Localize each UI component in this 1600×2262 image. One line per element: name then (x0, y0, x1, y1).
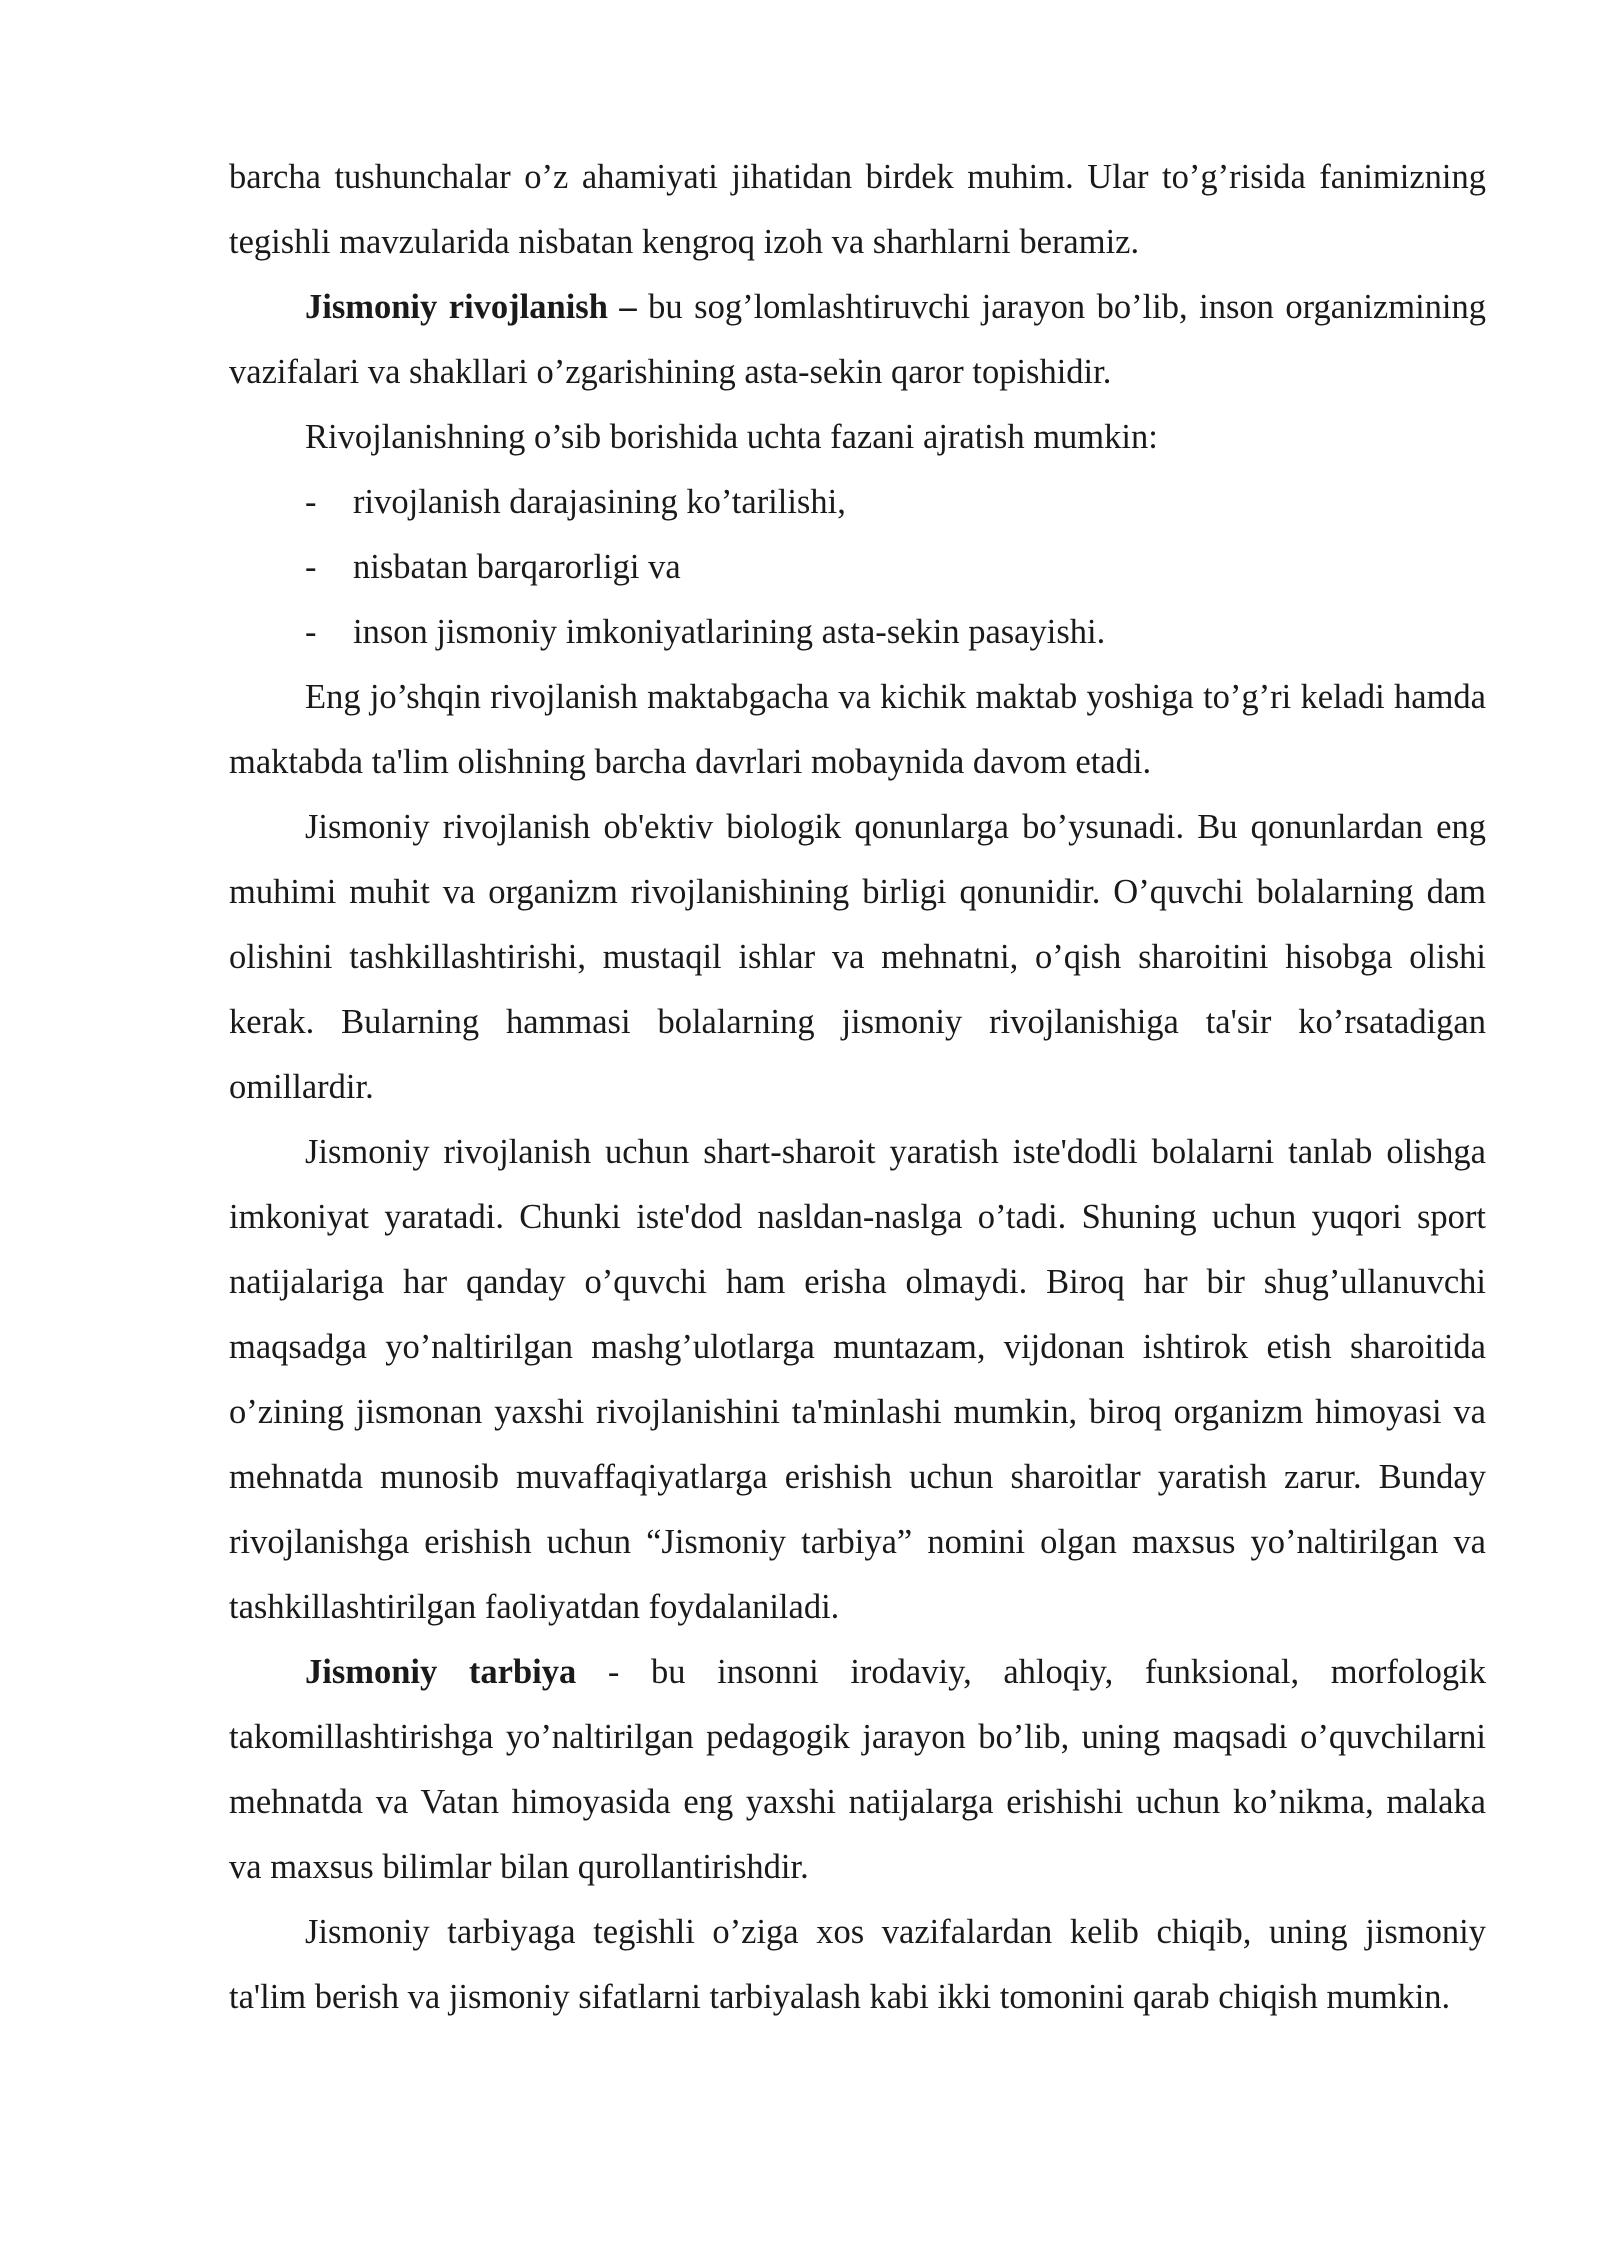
list-item (229, 470, 1486, 535)
list-item (229, 535, 1486, 600)
list-item-text: inson jismoniy imkoniyatlarining asta-sekin pasayishi. (353, 613, 1106, 651)
list-bullet: - (305, 483, 317, 521)
document-body (229, 145, 1486, 2030)
paragraph-two-aspects: Jismoniy tarbiyaga tegishli o’ziga xos vazifalardan kelib chiqib, uning jismoniy ta'lim berish va jismoniy sifatlarni tarbiyalash kabi ikki tomonini qarab chiqish mumkin. (229, 1913, 1486, 2016)
definition-physical-development: bu sog’lomlashtiruvchi jarayon bo’lib, inson organizmining vazifalari va shakllari o’zgarishining asta-sekin qaror topishidir. (229, 288, 1486, 391)
paragraph-active-development: Eng jo’shqin rivojlanish maktabgacha va kichik maktab yoshiga to’g’ri keladi hamda maktabda ta'lim olishning barcha davrlari mobaynida davom etadi. (229, 678, 1486, 781)
list-item (229, 600, 1486, 665)
term-physical-development: Jismoniy rivojlanish – (305, 288, 637, 326)
paragraph-phases-intro: Rivojlanishning o’sib borishida uchta fazani ajratish mumkin: (305, 418, 1158, 456)
list-item-text: nisbatan barqarorligi va (353, 548, 681, 586)
paragraph-conditions: Jismoniy rivojlanish uchun shart-sharoit yaratish iste'dodli bolalarni tanlab olishga imkoniyat yaratadi. Chunki iste'dod nasldan-naslga o’tadi. Shuning uchun yuqori sport natijalariga har qanday o’quvchi ham erisha olmaydi. Biroq har bir shug’ullanuvchi maqsadga yo’naltirilgan mashg’ulotlarga muntazam, vijdonan ishtirok etish sharoitida o’zining jismonan yaxshi rivojlanishini ta'minlashi mumkin, biroq organizm himoyasi va mehnatda munosib muvaffaqiyatlarga erishish uchun sharoitlar yaratish zarur. Bunday rivojlanishga erishish uchun “Jismoniy tarbiya” nomini olgan maxsus yo’naltirilgan va tashkillashtirilgan faoliyatdan foydalaniladi. (229, 1133, 1486, 1626)
list-bullet: - (305, 613, 317, 651)
paragraph-physical-education-definition (229, 1640, 1486, 1900)
list-item-text: rivojlanish darajasining ko’tarilishi, (353, 483, 846, 521)
term-physical-education: Jismoniy tarbiya (305, 1653, 577, 1691)
paragraph-biological-laws: Jismoniy rivojlanish ob'ektiv biologik qonunlarga bo’ysunadi. Bu qonunlardan eng muhimi muhit va organizm rivojlanishining birligi qonunidir. O’quvchi bolalarning dam olishini tashkillashtirishi, mustaqil ishlar va mehnatni, o’qish sharoitini hisobga olishi kerak. Bularning hammasi bolalarning jismoniy rivojlanishiga ta'sir ko’rsatadigan omillardir. (229, 808, 1486, 1106)
list-bullet: - (305, 548, 317, 586)
definition-physical-education: - bu insonni irodaviy, ahloqiy, funksional, morfologik takomillashtirishga yo’naltirilgan pedagogik jarayon bo’lib, uning maqsadi o’quvchilarni mehnatda va Vatan himoyasida eng yaxshi natijalarga erishishi uchun ko’nikma, malaka va maxsus bilimlar bilan qurollantirishdir. (229, 1653, 1486, 1886)
paragraph-intro-continued: barcha tushunchalar o’z ahamiyati jihatidan birdek muhim. Ular to’g’risida fanimizning tegishli mavzularida nisbatan kengroq izoh va sharhlarni beramiz. (229, 158, 1486, 261)
paragraph-physical-development-definition (229, 275, 1486, 405)
